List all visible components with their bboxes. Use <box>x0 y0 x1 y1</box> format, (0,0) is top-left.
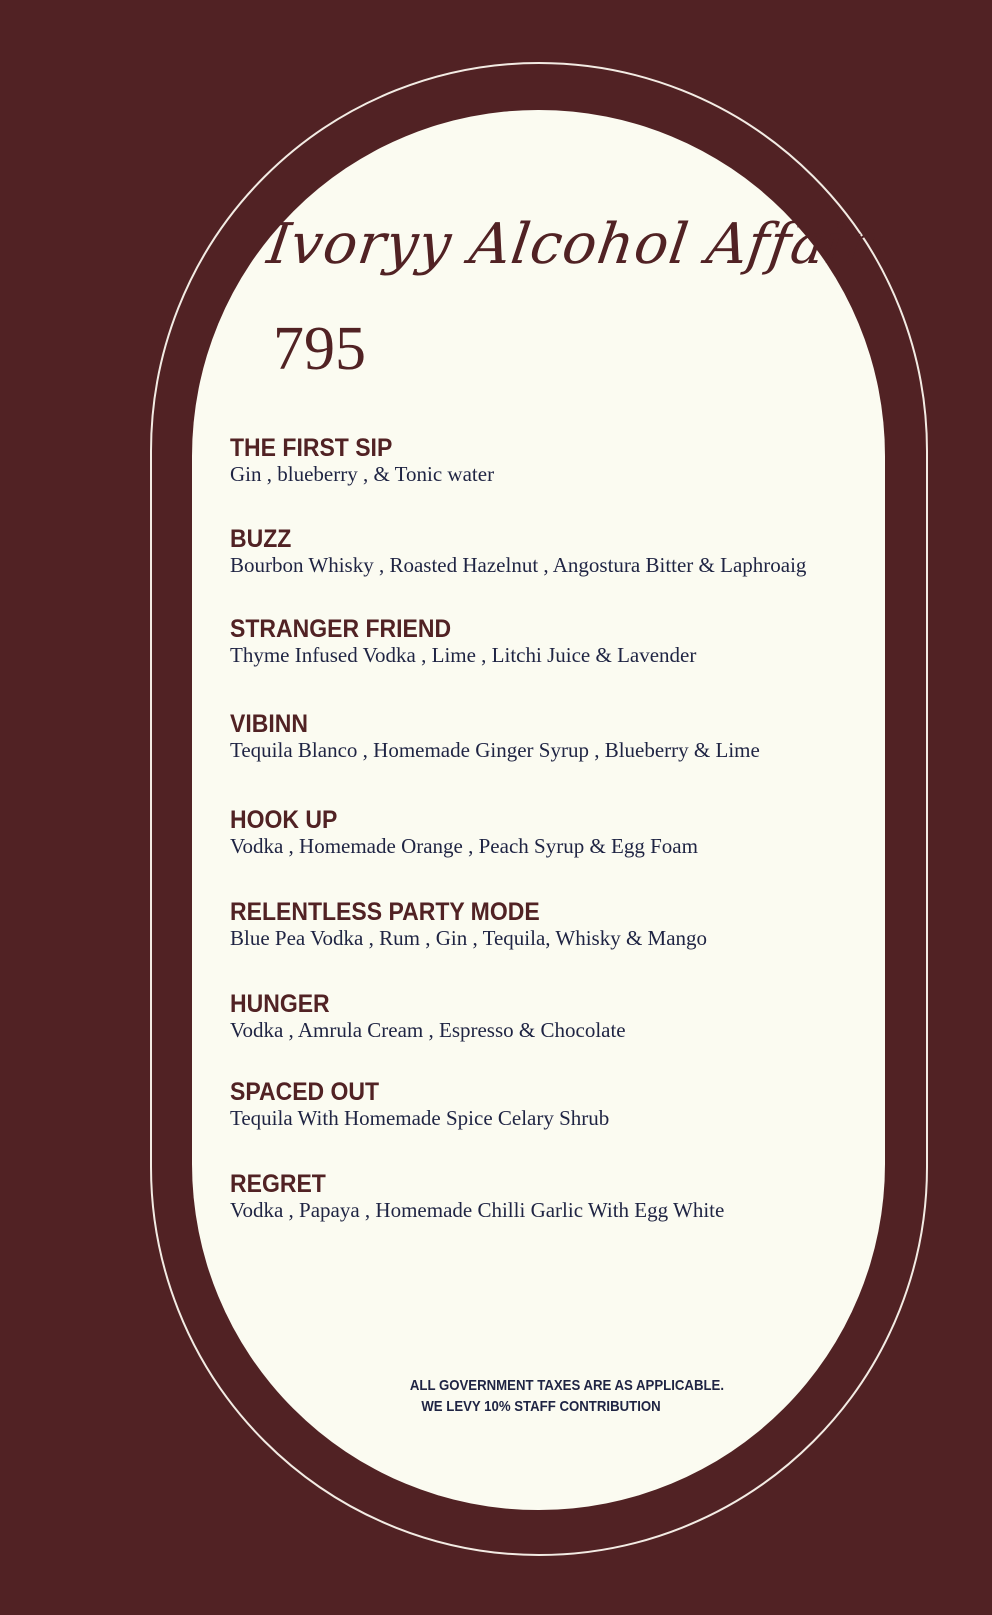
tax-note <box>409 1375 725 1417</box>
item-name: SPACED OUT <box>230 1078 380 1106</box>
item-description: Tequila With Homemade Spice Celary Shrub <box>230 1106 610 1130</box>
menu-title: Ivoryy Alcohol Affair <box>263 212 877 277</box>
menu-item-the-first-sip <box>230 434 494 486</box>
item-name: BUZZ <box>230 525 292 553</box>
item-description: Vodka , Homemade Orange , Peach Syrup & Egg Foam <box>230 834 698 858</box>
menu-item-hook-up <box>230 806 698 858</box>
item-description: Tequila Blanco , Homemade Ginger Syrup , Blueberry & Lime <box>230 738 760 762</box>
menu-item-relentless-party-mode <box>230 898 707 950</box>
item-description: Vodka , Papaya , Homemade Chilli Garlic With Egg White <box>230 1198 725 1222</box>
menu-item-vibinn <box>230 710 760 762</box>
tax-note-line-1: ALL GOVERNMENT TAXES ARE AS APPLICABLE. <box>409 1377 725 1394</box>
item-description: Thyme Infused Vodka , Lime , Litchi Juice & Lavender <box>230 643 697 667</box>
item-description: Blue Pea Vodka , Rum , Gin , Tequila, Whisky & Mango <box>230 926 708 950</box>
item-name: HOOK UP <box>230 806 338 834</box>
item-name: RELENTLESS PARTY MODE <box>230 898 540 926</box>
item-name: VIBINN <box>230 710 308 738</box>
menu-price: 795 <box>273 315 366 383</box>
menu-item-spaced-out <box>230 1078 609 1130</box>
menu-item-stranger-friend <box>230 615 696 667</box>
tax-note-line-2: WE LEVY 10% STAFF CONTRIBUTION <box>421 1398 661 1415</box>
menu-item-hunger <box>230 990 626 1042</box>
item-name: STRANGER FRIEND <box>230 615 452 643</box>
menu-item-regret <box>230 1170 724 1222</box>
item-description: Vodka , Amrula Cream , Espresso & Chocolate <box>230 1018 626 1042</box>
item-name: HUNGER <box>230 990 330 1018</box>
menu-item-buzz <box>230 525 806 577</box>
item-description: Bourbon Whisky , Roasted Hazelnut , Angostura Bitter & Laphroaig <box>230 553 807 577</box>
item-name: THE FIRST SIP <box>230 434 393 462</box>
item-name: REGRET <box>230 1170 326 1198</box>
item-description: Gin , blueberry , & Tonic water <box>230 462 495 486</box>
